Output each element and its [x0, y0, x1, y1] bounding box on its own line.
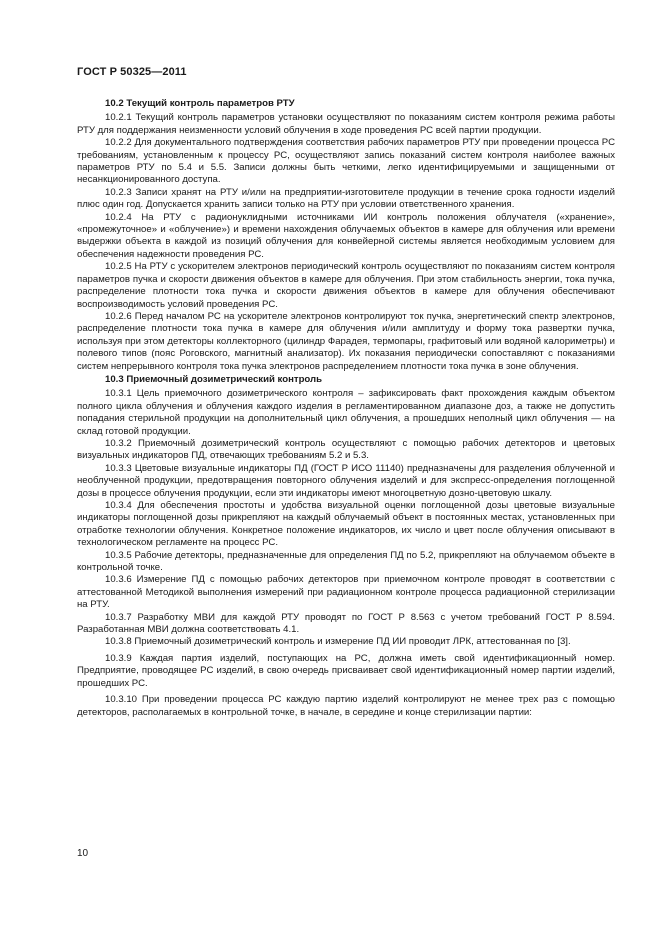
- paragraph-10-3-9: 10.3.9 Каждая партия изделий, поступающих на РС, должна иметь свой идентификационный номер. Предприятие, проводящее РС изделий, в свою очередь присваивает свой идентификационный номер партии изделий, прошедших РС.: [77, 652, 615, 689]
- paragraph-10-3-8: 10.3.8 Приемочный дозиметрический контроль и измерение ПД ИИ проводит ЛРК, аттестованная по [3].: [105, 636, 571, 648]
- paragraph-10-3-7: 10.3.7 Разработку МВИ для каждой РТУ проводят по ГОСТ Р 8.563 с учетом требований ГОСТ Р 8.594. Разработанная МВИ должна соответствовать 4.1.: [77, 611, 615, 636]
- paragraph-10-3-5: 10.3.5 Рабочие детекторы, предназначенные для определения ПД по 5.2, прикрепляют на облучаемом объекте в контрольной точке.: [77, 549, 615, 574]
- paragraph-10-3-3: 10.3.3 Цветовые визуальные индикаторы ПД (ГОСТ Р ИСО 11140) предназначены для разделения облученной и необлученной продукции, предотвращения повторного облучения изделий и для экспресс-определения поглощенной дозы в процессе облучения продукции, если эти индикаторы имеют многоцветную дозно-цветовую шкалу.: [77, 462, 615, 499]
- paragraph-10-2-5: 10.2.5 На РТУ с ускорителем электронов периодический контроль осуществляют по показаниям систем контроля параметров пучка и скорости движения объектов в камере для облучения. При этом стабильность энергии, тока пучка, распределение плотности тока пучка и скорости движения объектов в камере для облучения обеспечивают воспроизводимость условий проведения РС.: [77, 261, 615, 310]
- paragraph-10-2-4: 10.2.4 На РТУ с радионуклидными источниками ИИ контроль положения облучателя («хранение», «промежуточное» и «облучение») и времени нахождения облучаемых объектов в камере для облучения или времени выдержки объекта в каждой из позиций облучения для конвейерной системы является необходимым условием для обеспечения надежности проведения РС.: [77, 211, 615, 260]
- page-body: [77, 97, 615, 719]
- paragraph-10-3-1: 10.3.1 Цель приемочного дозиметрического контроля – зафиксировать факт прохождения каждым объектом полного цикла облучения и облучения каждого изделия в регламентированном диапазоне доз, а также не допустить попадания стерильной продукции на дополнительный цикл облучения, а прошедших неполный цикл облучения — на склад готовой продукции.: [77, 388, 615, 437]
- paragraph-10-2-3: 10.2.3 Записи хранят на РТУ и/или на предприятии-изготовителе продукции в течение срока годности изделий плюс один год. Допускается хранить записи только на РТУ при условии ответственного хранения.: [77, 186, 615, 211]
- paragraph-10-3-6: 10.3.6 Измерение ПД с помощью рабочих детекторов при приемочном контроле проводят в соответствии с аттестованной Методикой выполнения измерений при радиационном контроле процесса радиационной стерилизации на РТУ.: [77, 574, 615, 611]
- page-number: 10: [77, 848, 89, 859]
- section-heading-10-2: 10.2 Текущий контроль параметров РТУ: [105, 98, 295, 109]
- section-heading-10-3: 10.3 Приемочный дозиметрический контроль: [105, 373, 323, 385]
- paragraph-10-3-2: 10.3.2 Приемочный дозиметрический контроль осуществляют с помощью рабочих детекторов и цветовых визуальных индикаторов ПД, отвечающих требованиям 5.2 и 5.3.: [77, 437, 615, 462]
- paragraph-10-2-1: 10.2.1 Текущий контроль параметров установки осуществляют по показаниям систем контроля режима работы РТУ для поддержания неизменности условий облучения в ходе проведения РС всей партии продукции.: [77, 112, 615, 136]
- paragraph-10-2-6: 10.2.6 Перед началом РС на ускорителе электронов контролируют ток пучка, энергетический спектр электронов, распределение плотности тока пучка в камере для облучения и/или амплитуду и форму тока развертки пучка, используя при этом детекторы коллекторного (цилиндр Фарадея, термопары, графитовый или водяной калориметры) и полевого типов (пояс Роговского, магнитный анализатор). Их показания периодически сопоставляют с показаниями систем непрерывного контроля тока пучка электронов распределением плотности тока пучка в зоне облучения.: [77, 310, 615, 372]
- document-header: ГОСТ Р 50325—2011: [77, 66, 187, 78]
- paragraph-10-2-2: 10.2.2 Для документального подтверждения соответствия рабочих параметров РТУ при проведении процесса РС требованиям, установленным к процессу РС, осуществляют запись показаний систем контроля наиболее важных параметров РТУ по 5.4 и 5.5. Записи должны быть четкими, легко идентифицируемыми и защищенными от несанкционированного доступа.: [77, 137, 615, 186]
- paragraph-10-3-4: 10.3.4 Для обеспечения простоты и удобства визуальной оценки поглощенной дозы цветовые визуальные индикаторы поглощенной дозы прикрепляют на каждый облучаемый объект в постоянных местах, установленных при отработке технологии облучения. Конкретное положение индикаторов, их число и цвет после облучения описывают в технологическом регламенте на процесс РС.: [77, 500, 615, 549]
- paragraph-10-3-10: 10.3.10 При проведении процесса РС каждую партию изделий контролируют не менее трех раз с помощью детекторов, располагаемых в контрольной точке, в начале, в середине и конце стерилизации партии:: [77, 694, 615, 718]
